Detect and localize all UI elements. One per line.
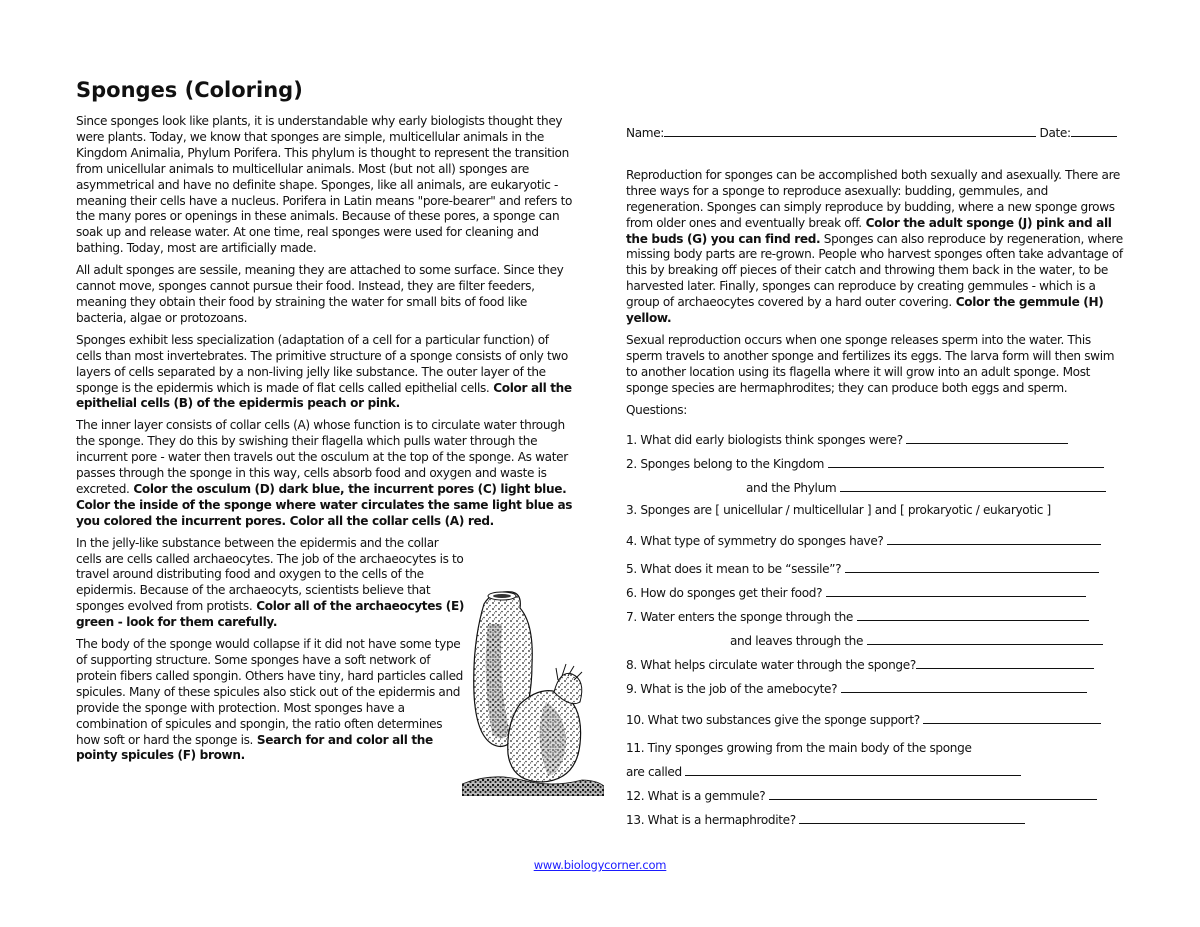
question-11b: are called (626, 763, 1126, 780)
support-paragraph (76, 637, 466, 764)
answer-7-leaves[interactable] (867, 632, 1103, 645)
answer-1[interactable] (906, 431, 1068, 444)
question-7b: and leaves through the (626, 632, 1126, 649)
footer (0, 858, 1200, 872)
answer-13[interactable] (799, 811, 1025, 824)
question-3: 3. Sponges are [ unicellular / multicellular ] and [ prokaryotic / eukaryotic ] (626, 502, 1051, 517)
name-field[interactable] (664, 124, 1036, 137)
archaeocytes-instruction: Color all of the archaeocytes (E) green - look for them carefully. (76, 599, 465, 630)
name-date-row (626, 124, 1126, 142)
question-2b: and the Phylum (626, 479, 1126, 496)
answer-11[interactable] (685, 763, 1021, 776)
question-11: 11. Tiny sponges growing from the main body of the sponge (626, 740, 972, 755)
question-12: 12. What is a gemmule? (626, 787, 1126, 804)
answer-8[interactable] (916, 656, 1094, 669)
intro-paragraph: Since sponges look like plants, it is understandable why early biologists thought they were plants. Today, we know that sponges are simple, multicellular animals in the Kingdom Animalia, Phylum Porifera. This phylum is thought to represent the transition from unicellular animals to multicellular animals. Most (but not all) sponges are asymmetrical and have no definite shape. Sponges, like all animals, are eukaryotic - meaning their cells have a nucleus. Porifera in Latin means "pore-bearer" and refers to the many pores or openings in these animals. Because of these pores, a sponge can soak up and release water. At one time, real sponges were used for cleaning and bathing. Today, most are artificially made. (76, 114, 573, 256)
answer-2-phylum[interactable] (840, 479, 1106, 492)
website-link[interactable]: www.biologycorner.com (533, 858, 667, 872)
answer-7-enters[interactable] (857, 608, 1089, 621)
question-6: 6. How do sponges get their food? (626, 584, 1126, 601)
sponge-illustration (462, 584, 604, 796)
question-8: 8. What helps circulate water through the sponge? (626, 656, 1126, 673)
regeneration-text: Sponges can also reproduce by regeneration, where missing body parts are re-grown. People who harvest sponges often take advantage of this by breaking off pieces of their catch and throwing them back in the water, to be harvested later. Finally, sponges can reproduce by creating gemmules - which is a group of archaeocytes covered by a hard outer covering. (626, 231, 1123, 310)
question-5: 5. What does it mean to be “sessile”? (626, 560, 1126, 577)
question-13: 13. What is a hermaphrodite? (626, 811, 1126, 828)
structure-text: Sponges exhibit less specialization (adaptation of a cell for a particular function) of cells than most invertebrates. The primitive structure of a sponge consists of only two layers of cells separated by a non-living jelly like substance. The outer layer of the sponge is the epidermis which is made of flat cells called epithelial cells. (76, 332, 568, 395)
question-9: 9. What is the job of the amebocyte? (626, 680, 1126, 697)
answer-6[interactable] (826, 584, 1086, 597)
right-column (626, 124, 1126, 828)
structure-paragraph (76, 333, 576, 413)
asexual-paragraph (626, 168, 1126, 327)
osculum-instruction: Color the osculum (D) dark blue, the incurrent pores (C) light blue. Color the inside of the sponge where water circulates the same light blue as you colored the incurrent pores. Color all the collar cells (A) red. (76, 481, 573, 528)
answer-10[interactable] (923, 711, 1101, 724)
answer-2-kingdom[interactable] (828, 455, 1104, 468)
answer-12[interactable] (769, 787, 1097, 800)
archaeocytes-paragraph (76, 536, 466, 631)
date-label: Date: (1039, 126, 1071, 140)
support-text: The body of the sponge would collapse if it did not have some type of supporting structure. Some sponges have a soft network of protein fibers called spongin. Others have tiny, hard particles called spicules. Many of these spicules also stick out of the epidermis and provide the sponge with protection. Most sponges have a combination of spicules and spongin, the ratio often determines how soft or hard the sponge is. (76, 637, 463, 747)
question-1: 1. What did early biologists think sponges were? (626, 431, 1126, 448)
sponge-drawing (462, 584, 604, 796)
question-10: 10. What two substances give the sponge support? (626, 711, 1126, 728)
gemmule-instruction: Color the gemmule (H) yellow. (626, 295, 1104, 326)
sexual-paragraph: Sexual reproduction occurs when one sponge releases sperm into the water. This sperm travels to another sponge and fertilizes its eggs. The larva form will then swim to another location using its flagella where it will grow into an adult sponge. Most sponge species are hermaphrodites; they can produce both eggs and sperm. (626, 332, 1115, 395)
question-4: 4. What type of symmetry do sponges have? (626, 532, 1126, 549)
page-title: Sponges (Coloring) (76, 78, 303, 102)
buds-instruction: Color the adult sponge (J) pink and all the buds (G) you can find red. (626, 215, 1112, 246)
collar-cells-paragraph (76, 418, 576, 529)
answer-4[interactable] (887, 532, 1101, 545)
collar-cells-text: The inner layer consists of collar cells (A) whose function is to circulate water through the sponge. They do this by swishing their flagella which pulls water through the incurrent pore - water then travels out the osculum at the top of the sponge. As water passes through the sponge in this way, cells absorb food and oxygen and waste is excreted. (76, 418, 568, 496)
epithelial-instruction: Color all the epithelial cells (B) of the epidermis peach or pink. (76, 380, 572, 411)
asexual-text: Reproduction for sponges can be accomplished both sexually and asexually. There are three ways for a sponge to reproduce asexually: budding, gemmules, and regeneration. Sponges can simply reproduce by budding, where a new sponge grows from older ones and eventually break off. (626, 167, 1121, 230)
archaeocytes-text: In the jelly-like substance between the epidermis and the collar cells are cells called archaeocytes. The job of the archaeocytes is to travel around distributing food and oxygen to the cells of the epidermis. Because of the archaeocyts, scientists believe that sponges evolved from protists. (76, 535, 464, 614)
answer-5[interactable] (845, 560, 1099, 573)
sessile-paragraph: All adult sponges are sessile, meaning they are attached to some surface. Since they cannot move, sponges cannot pursue their food. Instead, they are filter feeders, meaning they obtain their food by straining the water for small bits of food like bacteria, algae or protozoans. (76, 263, 564, 325)
name-label: Name: (626, 126, 665, 140)
spicules-instruction: Search for and color all the pointy spicules (F) brown. (76, 732, 433, 763)
answer-9[interactable] (841, 680, 1087, 693)
question-2: 2. Sponges belong to the Kingdom (626, 455, 1126, 472)
questions-label: Questions: (626, 402, 687, 417)
question-7: 7. Water enters the sponge through the (626, 608, 1126, 625)
date-field[interactable] (1071, 124, 1117, 137)
